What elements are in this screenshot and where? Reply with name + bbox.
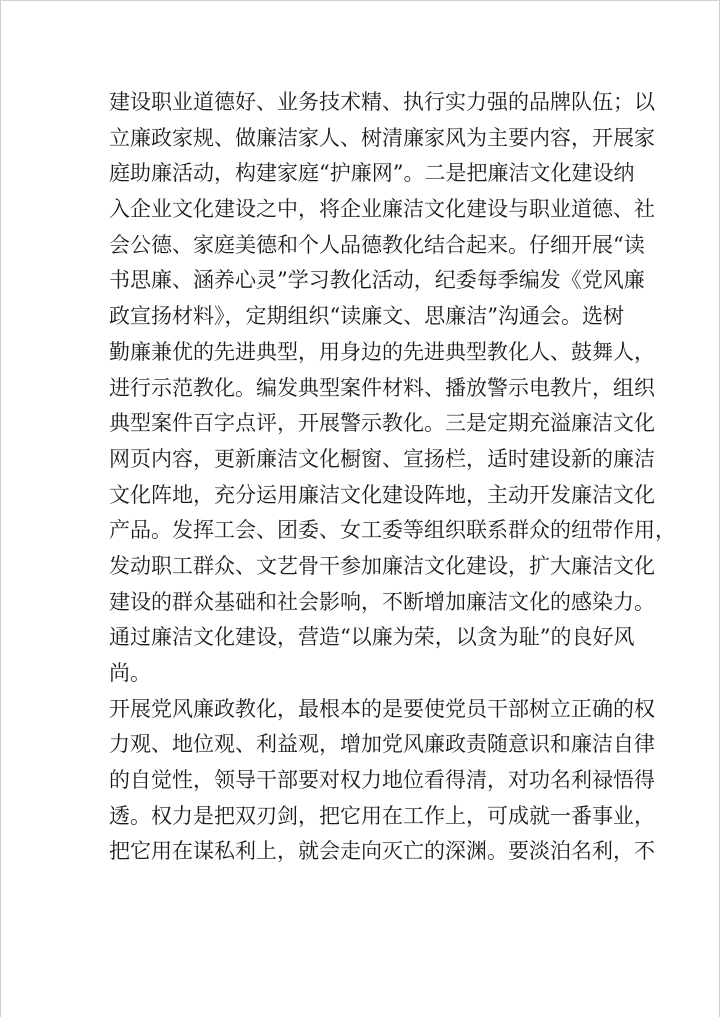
text-line: 透。权力是把双刃剑，把它用在工作上，可成就一番事业， bbox=[109, 803, 655, 828]
text-line: 立廉政家规、做廉洁家人、树清廉家风为主要内容，开展家 bbox=[109, 125, 655, 150]
text-line: 网页内容，更新廉洁文化橱窗、宣扬栏，适时建设新的廉洁 bbox=[109, 446, 655, 471]
body-text bbox=[109, 85, 676, 870]
text-line: 文化阵地，充分运用廉洁文化建设阵地，主动开发廉洁文化 bbox=[109, 482, 655, 507]
text-line: 建设职业道德好、业务技术精、执行实力强的品牌队伍；以 bbox=[109, 90, 655, 114]
text-line: 发动职工群众、文艺骨干参加廉洁文化建设，扩大廉洁文化 bbox=[109, 553, 655, 578]
text-line: 政宣扬材料》，定期组织“读廉文、思廉洁”沟通会。选树 bbox=[109, 304, 624, 329]
text-line: 通过廉洁文化建设，营造“以廉为荣，以贪为耻”的良好风 bbox=[109, 625, 635, 650]
text-line: 的自觉性，领导干部要对权力地位看得清，对功名利禄悟得 bbox=[109, 768, 655, 793]
text-line: 开展党风廉政教化，最根本的是要使党员干部树立正确的权 bbox=[109, 696, 655, 721]
text-line: 产品。发挥工会、团委、女工委等组织联系群众的纽带作用， bbox=[109, 518, 676, 543]
text-line: 力观、地位观、利益观，增加党风廉政责随意识和廉洁自律 bbox=[109, 732, 655, 757]
text-line: 建设的群众基础和社会影响，不断增加廉洁文化的感染力。 bbox=[109, 589, 655, 614]
text-line: 尚。 bbox=[109, 661, 151, 685]
text-line: 典型案件百字点评，开展警示教化。三是定期充溢廉洁文化 bbox=[109, 411, 655, 436]
text-line: 入企业文化建设之中，将企业廉洁文化建设与职业道德、社 bbox=[109, 197, 655, 222]
text-line: 庭助廉活动，构建家庭“护廉网”。二是把廉洁文化建设纳 bbox=[109, 161, 635, 186]
text-line: 会公德、家庭美德和个人品德教化结合起来。仔细开展“读 bbox=[109, 232, 645, 257]
text-line: 进行示范教化。编发典型案件材料、播放警示电教片，组织 bbox=[109, 375, 655, 400]
text-line: 书思廉、涵养心灵”学习教化活动，纪委每季编发《党风廉 bbox=[109, 268, 645, 293]
text-line: 勤廉兼优的先进典型，用身边的先进典型教化人、鼓舞人， bbox=[109, 339, 655, 364]
text-line: 把它用在谋私利上，就会走向灭亡的深渊。要淡泊名利，不 bbox=[109, 839, 655, 864]
